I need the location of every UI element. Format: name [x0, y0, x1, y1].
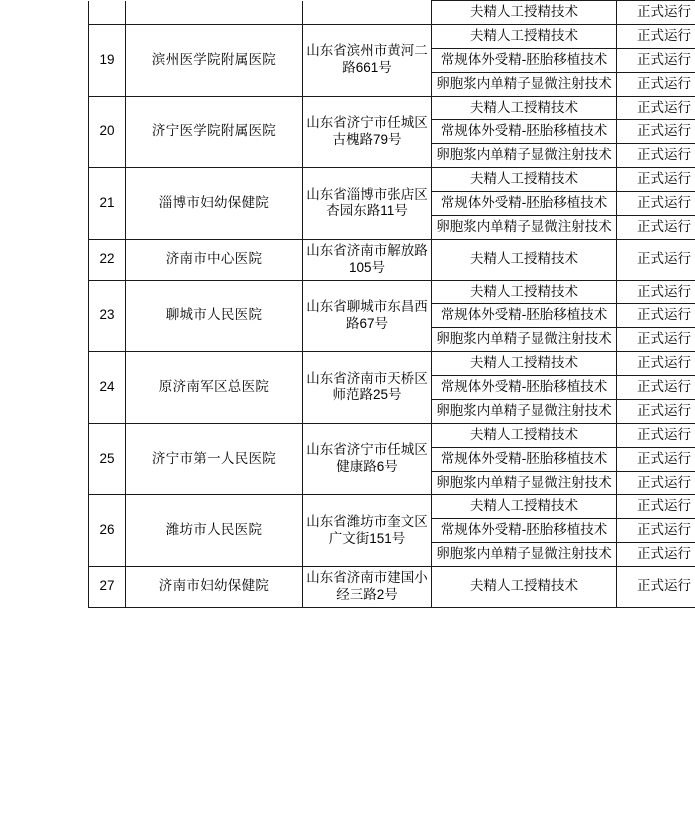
cell-index: 27	[89, 567, 126, 608]
cell-status: 正式运行	[617, 519, 695, 543]
cell-technology: 卵胞浆内单精子显微注射技术	[432, 144, 617, 168]
cell-index: 22	[89, 239, 126, 280]
cell-status: 正式运行	[617, 471, 695, 495]
cell-technology: 卵胞浆内单精子显微注射技术	[432, 471, 617, 495]
cell-technology: 常规体外受精-胚胎移植技术	[432, 304, 617, 328]
cell-index: 26	[89, 495, 126, 567]
cell-status: 正式运行	[617, 399, 695, 423]
cell-technology: 卵胞浆内单精子显微注射技术	[432, 328, 617, 352]
cell-institution-name: 原济南军区总医院	[126, 352, 303, 424]
cell-technology: 夫精人工授精技术	[432, 352, 617, 376]
cell-status: 正式运行	[617, 567, 695, 608]
cell-institution-name: 济宁医学院附属医院	[126, 96, 303, 168]
cell-technology: 常规体外受精-胚胎移植技术	[432, 192, 617, 216]
cell-technology: 卵胞浆内单精子显微注射技术	[432, 215, 617, 239]
cell-technology: 夫精人工授精技术	[432, 96, 617, 120]
cell-address: 山东省济宁市任城区古槐路79号	[303, 96, 432, 168]
cell-address: 山东省淄博市张店区杏园东路11号	[303, 168, 432, 240]
cell-address	[303, 1, 432, 25]
cell-institution-name: 滨州医学院附属医院	[126, 24, 303, 96]
cell-technology: 常规体外受精-胚胎移植技术	[432, 120, 617, 144]
cell-technology: 夫精人工授精技术	[432, 1, 617, 25]
cell-status: 正式运行	[617, 48, 695, 72]
table-row	[89, 96, 695, 120]
cell-address: 山东省潍坊市奎文区广文街151号	[303, 495, 432, 567]
cell-status: 正式运行	[617, 280, 695, 304]
cell-technology: 卵胞浆内单精子显微注射技术	[432, 543, 617, 567]
cell-index: 23	[89, 280, 126, 352]
table-row	[89, 168, 695, 192]
cell-institution-name	[126, 1, 303, 25]
cell-index: 24	[89, 352, 126, 424]
table-row	[89, 280, 695, 304]
cell-technology: 卵胞浆内单精子显微注射技术	[432, 399, 617, 423]
table-row	[89, 423, 695, 447]
cell-technology: 常规体外受精-胚胎移植技术	[432, 519, 617, 543]
cell-status: 正式运行	[617, 352, 695, 376]
cell-institution-name: 济南市中心医院	[126, 239, 303, 280]
cell-index: 21	[89, 168, 126, 240]
cell-status: 正式运行	[617, 215, 695, 239]
table-row	[89, 352, 695, 376]
table-row	[89, 495, 695, 519]
table-row	[89, 24, 695, 48]
cell-status: 正式运行	[617, 495, 695, 519]
cell-technology: 卵胞浆内单精子显微注射技术	[432, 72, 617, 96]
table-row	[89, 1, 695, 25]
cell-technology: 夫精人工授精技术	[432, 280, 617, 304]
cell-technology: 夫精人工授精技术	[432, 168, 617, 192]
cell-technology: 夫精人工授精技术	[432, 423, 617, 447]
cell-status: 正式运行	[617, 1, 695, 25]
cell-address: 山东省济南市天桥区师范路25号	[303, 352, 432, 424]
cell-address: 山东省济南市解放路105号	[303, 239, 432, 280]
cell-index	[89, 1, 126, 25]
cell-status: 正式运行	[617, 423, 695, 447]
cell-index: 25	[89, 423, 126, 495]
cell-technology: 夫精人工授精技术	[432, 495, 617, 519]
cell-institution-name: 济宁市第一人民医院	[126, 423, 303, 495]
cell-status: 正式运行	[617, 376, 695, 400]
cell-status: 正式运行	[617, 120, 695, 144]
cell-institution-name: 聊城市人民医院	[126, 280, 303, 352]
cell-technology: 常规体外受精-胚胎移植技术	[432, 48, 617, 72]
cell-index: 20	[89, 96, 126, 168]
cell-status: 正式运行	[617, 328, 695, 352]
cell-status: 正式运行	[617, 24, 695, 48]
cell-institution-name: 淄博市妇幼保健院	[126, 168, 303, 240]
cell-institution-name: 济南市妇幼保健院	[126, 567, 303, 608]
cell-institution-name: 潍坊市人民医院	[126, 495, 303, 567]
cell-status: 正式运行	[617, 447, 695, 471]
cell-status: 正式运行	[617, 144, 695, 168]
cell-address: 山东省聊城市东昌西路67号	[303, 280, 432, 352]
table-row	[89, 239, 695, 280]
assisted-reproduction-institution-table	[88, 0, 695, 608]
cell-status: 正式运行	[617, 304, 695, 328]
cell-technology: 夫精人工授精技术	[432, 567, 617, 608]
cell-status: 正式运行	[617, 72, 695, 96]
cell-status: 正式运行	[617, 543, 695, 567]
cell-status: 正式运行	[617, 239, 695, 280]
cell-technology: 夫精人工授精技术	[432, 239, 617, 280]
cell-index: 19	[89, 24, 126, 96]
cell-address: 山东省滨州市黄河二路661号	[303, 24, 432, 96]
cell-status: 正式运行	[617, 96, 695, 120]
cell-technology: 常规体外受精-胚胎移植技术	[432, 376, 617, 400]
cell-status: 正式运行	[617, 168, 695, 192]
table-row	[89, 567, 695, 608]
cell-technology: 夫精人工授精技术	[432, 24, 617, 48]
cell-address: 山东省济宁市任城区健康路6号	[303, 423, 432, 495]
cell-address: 山东省济南市建国小经三路2号	[303, 567, 432, 608]
cell-technology: 常规体外受精-胚胎移植技术	[432, 447, 617, 471]
cell-status: 正式运行	[617, 192, 695, 216]
